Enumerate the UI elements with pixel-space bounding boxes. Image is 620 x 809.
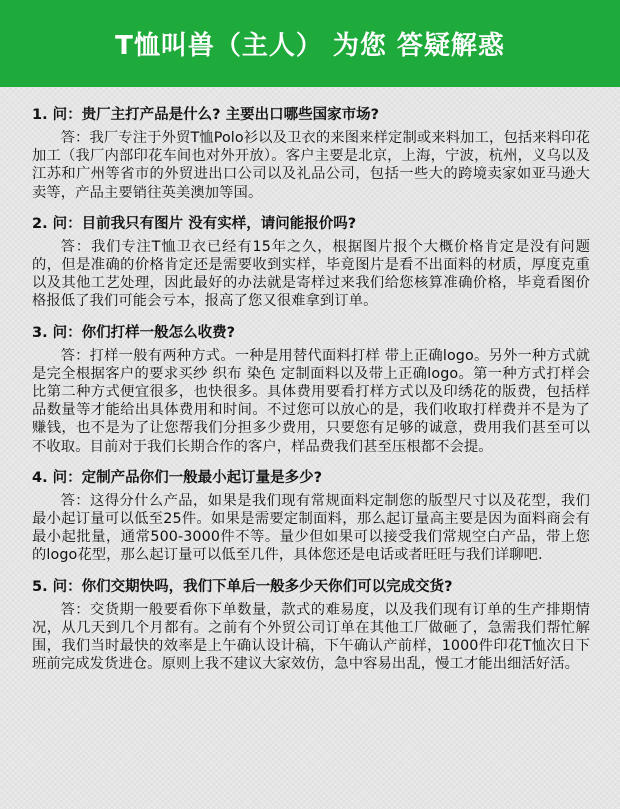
answer-text: 答：我厂专注于外贸T恤Polo衫以及卫衣的来图来样定制或来料加工，包括来料印花加工（我厂内部印花车间也对外开放）。客户主要是北京，上海，宁波，杭州，义乌以及江苏和广州等省市的外贸进出口公司以及礼品公司，包括一些大的跨境卖家如亚马逊大卖等，产品主要销往英美澳加等国。	[32, 130, 590, 201]
question-text: 3. 问：你们打样一般怎么收费?	[32, 324, 236, 341]
question-text: 2. 问：目前我只有图片 没有实样，请问能报价吗?	[32, 215, 357, 232]
answer-text: 答：打样一般有两种方式。一种是用替代面料打样 带上正确logo。另外一种方式就是完全根据客户的要求买纱 织布 染色 定制面料以及带上正确logo。第一种方式打样会比第二种方式便宜很多，也快很多。具体费用要看打样方式以及印绣花的版费，包括样品数量等才能给出具体费用和时间。不过您可以放心的是，我们收取打样费并不是为了赚钱，也不是为了让您帮我们分担多少费用，只要您有足够的诚意，费用我们甚至可以不收取。目前对于我们长期合作的客户，样品费我们甚至压根都不会提。	[32, 347, 590, 455]
question-text: 5. 问：你们交期快吗，我们下单后一般多少天你们可以完成交货?	[32, 578, 453, 595]
qa-item	[32, 214, 590, 311]
qa-item	[32, 323, 590, 456]
question-text: 4. 问：定制产品你们一般最小起订量是多少?	[32, 469, 323, 486]
answer-text: 答：这得分什么产品，如果是我们现有常规面料定制您的版型尺寸以及花型，我们最小起订量可以低至25件。如果是需要定制面料，那么起订量高主要是因为面料商会有最小起批量，通常500-3000件不等。量少但如果可以接受我们常规空白产品，带上您的logo花型，那么起订量可以低至几件，具体您还是电话或者旺旺与我们详聊吧.	[32, 492, 590, 564]
banner-title: T恤叫兽（主人） 为您 答疑解惑	[115, 31, 505, 61]
qa-item	[32, 105, 590, 202]
answer-text: 答：交货期一般要看你下单数量，款式的难易度，以及我们现有订单的生产排期情况，从几天到几个月都有。之前有个外贸公司订单在其他工厂做砸了，急需我们帮忙解围，我们当时最快的效率是上午确认设计稿，下午确认产前样，1000件印花T恤次日下班前完成发货进仓。原则上我不建议大家效仿，急中容易出乱，慢工才能出细活好活。	[32, 601, 590, 673]
question-text: 1. 问：贵厂主打产品是什么? 主要出口哪些国家市场?	[32, 107, 380, 123]
qa-item	[32, 468, 590, 565]
title-banner	[0, 0, 620, 87]
qa-item	[32, 577, 590, 674]
answer-text: 答：我们专注T恤卫衣已经有15年之久，根据图片报个大概价格肯定是没有问题的，但是准确的价格肯定还是需要收到实样，毕竟图片是看不出面料的材质，厚度克重以及其他工艺处理，因此最好的办法就是寄样过来我们给您核算准确价格，毕竟看图价格报低了我们可能会亏本，报高了您又很难拿到订单。	[32, 238, 590, 310]
qa-list	[0, 87, 620, 673]
